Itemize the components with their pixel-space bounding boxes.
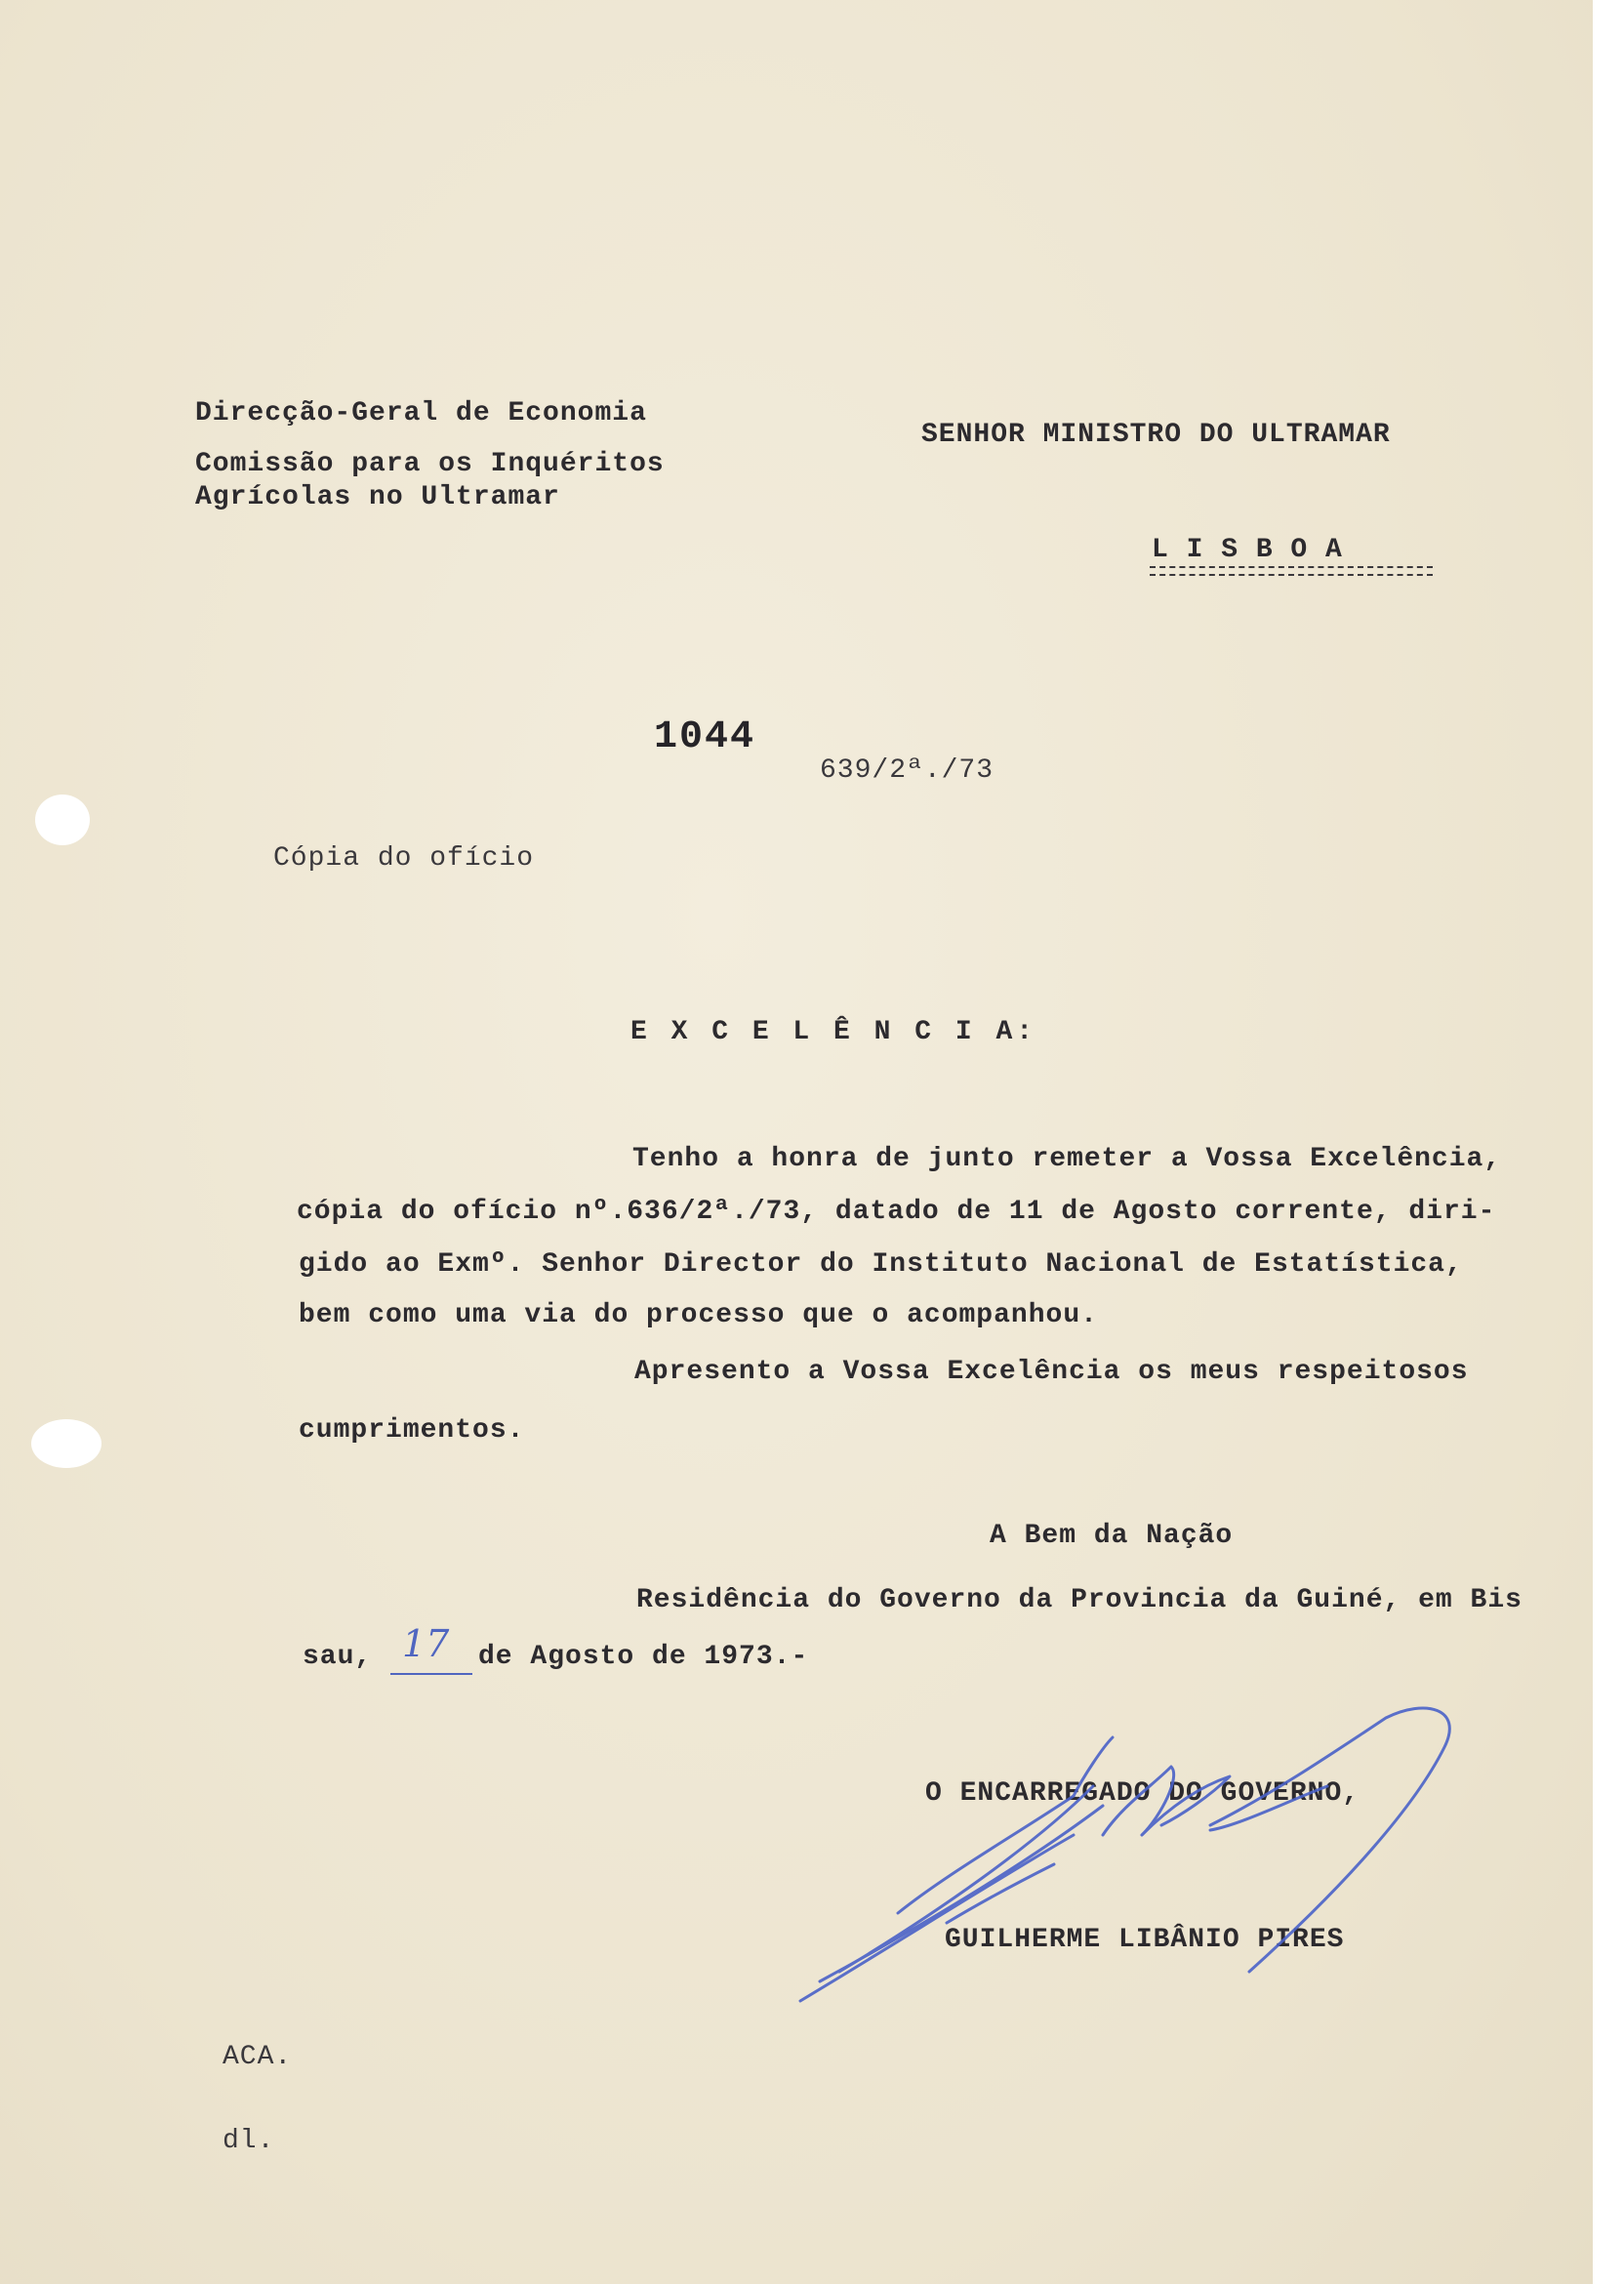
body-p1-line-3: gido ao Exmº. Senhor Director do Instituto Nacional de Estatística, xyxy=(299,1249,1463,1280)
recipient-city-underline xyxy=(1150,566,1433,576)
salutation: E X C E L Ê N C I A: xyxy=(630,1017,1037,1047)
body-p1-line-1: Tenho a honra de junto remeter a Vossa Excelência, xyxy=(632,1144,1502,1174)
body-p2-line-2: cumprimentos. xyxy=(299,1415,525,1446)
recipient-city: L I S B O A xyxy=(1152,535,1343,565)
sender-line-2: Comissão para os Inquéritos xyxy=(195,449,665,479)
reference-code: 639/2ª./73 xyxy=(820,755,995,786)
scan-margin xyxy=(1593,0,1624,2284)
body-p1-line-4: bem como uma via do processo que o acompanhou. xyxy=(299,1300,1098,1330)
body-p1-line-2: cópia do ofício nº.636/2ª./73, datado de 11 de Agosto corrente, diri- xyxy=(297,1197,1496,1227)
sender-line-1: Direcção-Geral de Economia xyxy=(195,398,647,428)
closing-place-line-2-prefix: sau, xyxy=(303,1642,373,1672)
day-underline xyxy=(390,1673,472,1675)
footer-initials-2: dl. xyxy=(223,2126,275,2156)
footer-initials-1: ACA. xyxy=(223,2042,293,2072)
body-p2-line-1: Apresento a Vossa Excelência os meus respeitosos xyxy=(634,1357,1469,1387)
handwritten-signature xyxy=(781,1689,1483,2011)
handwritten-day: 17 xyxy=(402,1622,450,1665)
punch-hole-top xyxy=(35,795,90,845)
signature-name: GUILHERME LIBÂNIO PIRES xyxy=(945,1925,1345,1955)
closing-place-line-2-suffix: de Agosto de 1973.- xyxy=(478,1642,809,1672)
closing-motto: A Bem da Nação xyxy=(990,1521,1234,1551)
stamp-number: 1044 xyxy=(654,715,756,759)
sender-line-3: Agrícolas no Ultramar xyxy=(195,482,560,512)
punch-hole-bottom xyxy=(31,1419,102,1468)
subject-line: Cópia do ofício xyxy=(273,843,535,874)
closing-place-line-1: Residência do Governo da Provincia da Guiné, em Bis xyxy=(636,1585,1522,1615)
recipient-title: SENHOR MINISTRO DO ULTRAMAR xyxy=(921,420,1391,450)
signature-role: O ENCARREGADO DO GOVERNO, xyxy=(925,1778,1360,1809)
